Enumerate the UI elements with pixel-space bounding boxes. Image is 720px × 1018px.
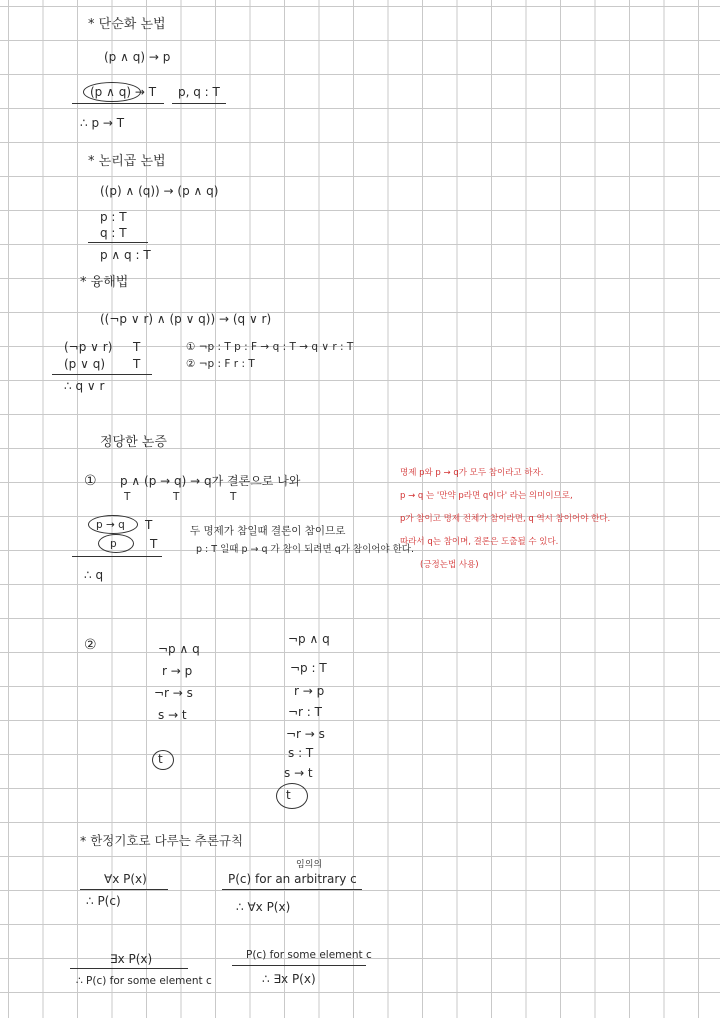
red-note-line3: p가 참이고 명제 전체가 참이라면, q 역시 참이어야 한다. <box>400 514 611 524</box>
universal-inst-premise: ∀x P(x) <box>104 872 147 886</box>
ex2-step-3: r → p <box>294 684 325 698</box>
resolution-premise2-val: T <box>133 357 141 371</box>
simplification-conclusion: ∴ p → T <box>80 116 125 130</box>
ex1-mark-3: T <box>230 491 237 503</box>
conjunction-rule: ((p) ∧ (q)) → (p ∧ q) <box>100 184 219 198</box>
existential-inst-premise: ∃x P(x) <box>110 952 153 966</box>
simplification-rule: (p ∧ q) → p <box>104 50 171 64</box>
red-note-line5: (긍정논법 사용) <box>420 560 479 570</box>
ex2-answer-circle <box>152 750 174 770</box>
resolution-premise1-val: T <box>133 340 141 354</box>
resolution-rule: ((¬p ∨ r) ∧ (p ∨ q)) → (q ∨ r) <box>100 312 272 326</box>
conjunction-premise1: p : T <box>100 210 127 224</box>
universal-gen-line <box>222 889 362 890</box>
ex2-premise-2: r → p <box>162 664 193 678</box>
ex1-premise1-val: T <box>145 518 153 532</box>
conjunction-title: * 논리곱 논법 <box>88 154 166 169</box>
red-note-line2: p → q 는 '만약 p라면 q이다' 라는 의미이므로, <box>400 491 573 501</box>
red-note-line4: 따라서 q는 참이며, 결론은 도출될 수 있다. <box>400 537 559 547</box>
ex2-premise-4: s → t <box>158 708 187 722</box>
existential-inst-line <box>70 968 188 969</box>
ex2-final-circle <box>276 783 308 809</box>
red-note-line1: 명제 p와 p → q가 모두 참이라고 하자. <box>400 468 544 478</box>
quantifiers-title: * 한정기호로 다루는 추론규칙 <box>80 833 244 848</box>
ex1-rule-line <box>72 556 162 557</box>
ex1-premise2: p <box>110 538 117 550</box>
simplification-title: * 단순화 논법 <box>88 17 166 32</box>
existential-gen-premise: P(c) for some element c <box>246 949 372 961</box>
ex1-mark-1: T <box>124 491 131 503</box>
ex1-note-line2: p : T 일때 p → q 가 참이 되려면 q가 참이어야 한다. <box>196 544 414 555</box>
simplification-note-underline <box>172 103 226 104</box>
ex2-step-2: ¬p : T <box>290 661 327 675</box>
ex2-circled-answer: t <box>158 752 163 766</box>
ex2-step-7: s → t <box>284 766 313 780</box>
existential-gen-conclusion: ∴ ∃x P(x) <box>262 972 316 986</box>
ex1-expression: p ∧ (p → q) → q가 결론으로 나와 <box>120 474 301 488</box>
conjunction-conclusion: p ∧ q : T <box>100 248 151 262</box>
ex2-number: ② <box>84 637 97 653</box>
ex1-note-line1: 두 명제가 참일때 결론이 참이므로 <box>190 525 346 537</box>
ex2-step-1: ¬p ∧ q <box>288 632 330 646</box>
existential-gen-line <box>232 965 366 966</box>
resolution-case2: ② ¬p : F r : T <box>186 358 255 370</box>
ex2-step-6: s : T <box>288 746 314 760</box>
resolution-premise1: (¬p ∨ r) <box>64 340 113 354</box>
ex1-conclusion: ∴ q <box>84 568 104 582</box>
ex2-premise-3: ¬r → s <box>154 686 193 700</box>
conjunction-premise2: q : T <box>100 226 127 240</box>
ex1-premise1: p → q <box>96 519 125 531</box>
ex1-premise2-val: T <box>150 537 158 551</box>
existential-inst-conclusion: ∴ P(c) for some element c <box>76 975 212 987</box>
conjunction-rule-line <box>88 242 148 243</box>
resolution-rule-line <box>52 374 152 375</box>
resolution-conclusion: ∴ q ∨ r <box>64 379 105 393</box>
ex2-final: t <box>286 788 291 802</box>
ex2-step-5: ¬r → s <box>286 727 325 741</box>
simplification-rule-line <box>72 103 164 104</box>
universal-gen-premise: P(c) for an arbitrary c <box>228 872 357 886</box>
simplification-line1: (p ∧ q) → T <box>90 85 157 99</box>
ex1-mark-2: T <box>173 491 180 503</box>
simplification-note: p, q : T <box>178 85 220 99</box>
ex2-premise-1: ¬p ∧ q <box>158 642 200 656</box>
resolution-premise2: (p ∨ q) <box>64 357 106 371</box>
ex1-number: ① <box>84 473 97 489</box>
universal-inst-conclusion: ∴ P(c) <box>86 894 121 908</box>
universal-gen-small-note: 임의의 <box>296 860 323 870</box>
resolution-case1: ① ¬p : T p : F → q : T → q ∨ r : T <box>186 341 354 353</box>
valid-argument-title: 정당한 논증 <box>100 435 167 450</box>
resolution-title: * 융해법 <box>80 275 129 290</box>
ex2-step-4: ¬r : T <box>288 705 322 719</box>
universal-inst-line <box>80 889 168 890</box>
universal-gen-conclusion: ∴ ∀x P(x) <box>236 900 291 914</box>
